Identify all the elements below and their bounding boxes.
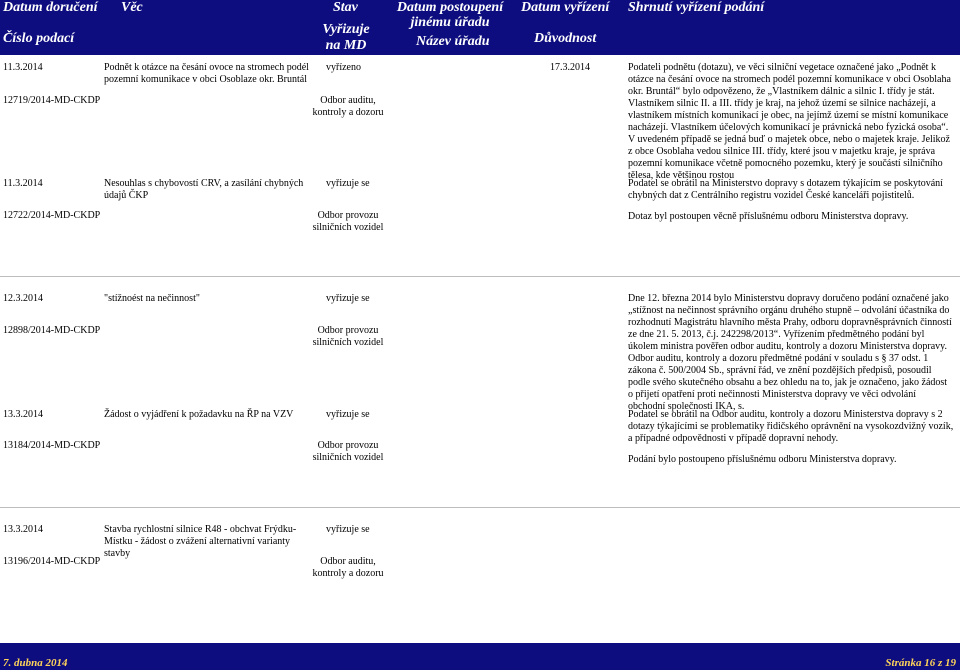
summary-paragraph: Podatel se obrátil na Odbor auditu, kontroly a dozoru Ministerstva dopravy s 2 dotazy týkajícími se problematiky řidičského oprávnění na vysokozdvižný vozík, a případné odpovědnosti v případě dopravní nehody.	[628, 409, 954, 444]
page-footer	[0, 643, 960, 670]
record-date: 12.3.2014	[3, 293, 43, 304]
record-status: vyřizuje se	[326, 524, 370, 535]
section-divider	[0, 276, 960, 277]
record-number: 12722/2014-MD-CKDP	[3, 210, 101, 221]
header-shrnuti: Shrnutí vyřízení podání	[628, 0, 765, 15]
record-summary	[628, 178, 954, 223]
record-subject: Žádost o vyjádření k požadavku na ŘP na VZV	[104, 409, 294, 420]
record-subject: Podnět k otázce na česání ovoce na stromech podél pozemní komunikace v obci Osoblaze okr. Bruntál	[104, 62, 309, 85]
summary-paragraph: Podatel se obrátil na Ministerstvo dopravy s dotazem týkajícím se poskytování chybných dat z Centrálního registru vozidel České kanceláři pojistitelů.	[628, 178, 943, 201]
record-resolved-date: 17.3.2014	[550, 62, 590, 73]
header-jinemu-uradu: jinému úřadu	[410, 15, 490, 30]
record-date: 11.3.2014	[3, 178, 43, 189]
record-status: vyřizuje se	[326, 409, 370, 420]
header-datum-doruceni: Datum doručení	[3, 0, 98, 15]
header-stav: Stav	[333, 0, 358, 15]
header-duvodnost: Důvodnost	[534, 31, 597, 46]
header-datum-vyrizeni: Datum vyřízení	[521, 0, 610, 15]
record-subject: Stavba rychlostní silnice R48 - obchvat Frýdku-Místku - žádost o zvážení alternativní varianty stavby	[104, 524, 297, 559]
header-nazev-uradu: Název úřadu	[416, 34, 490, 49]
record-number: 13196/2014-MD-CKDP	[3, 556, 101, 567]
header-na-md: na MD	[325, 38, 367, 53]
record-office: Odbor provozu silničních vozidel	[312, 325, 384, 348]
summary-paragraph: Dne 12. března 2014 bylo Ministerstvu dopravy doručeno podání označené jako „stížnost na nečinnost správního orgánu druhého stupně – odvolání účastníka do rozhodnutí Magistrátu hlavního města Prahy, odboru dopravněsprávních činností ze dne 21. 5. 2013, č.j. 242298/2013“. Vyřízením předmětného podání byl úkolem ministra pověřen odbor auditu, kontroly a dozoru Ministerstva dopravy. Odbor auditu, kontroly a dozoru předmětné podání v souladu s § 37 odst. 1 zákona č. 500/2004 Sb., správní řád, ve znění pozdějších předpisů, posoudil podle svého skutečného obsahu a bez ohledu na to, jak je označeno, jako žádost o přijetí opatření proti nečinnosti Ministerstva dopravy ve věci odvolání obchodní společnosti IKA, s.	[628, 293, 952, 412]
record-office: Odbor auditu, kontroly a dozoru	[312, 95, 384, 118]
record-summary	[628, 62, 954, 182]
record-summary	[628, 293, 954, 413]
section-divider	[0, 507, 960, 508]
record-status: vyřizuje se	[326, 178, 370, 189]
header-cislo-podaci: Číslo podací	[3, 31, 75, 46]
summary-paragraph: Podateli podnětu (dotazu), ve věci silniční vegetace označené jako „Podnět k otázce na česání ovoce na stromech podél pozemní komunikace v obci Osoblaha okr. Bruntál“ bylo odpovězeno, že „Vlastníkem dálnic a silnic I. třídy je stát. Vlastníkem silnic II. a III. třídy je kraj, na jehož území se silnice nacházejí, a vlastníkem místních komunikací je obec, na jejímž území se místní komunikace nacházejí. Vlastníkem účelových komunikací je právnická nebo fyzická osoba“. V uvedeném případě se jedná buď o majetek obce, nebo o majetek kraje. Jelikož z obce Osoblaha vedou silnice III. třídy, které jsou v majetku kraje, je správa pozemní komunikace včetně pomocného pozemku, který je součástí silničního tělesa, kde většinou rostou	[628, 62, 951, 181]
header-datum-postoupeni: Datum postoupení	[396, 0, 504, 15]
record-number: 12719/2014-MD-CKDP	[3, 95, 101, 106]
record-date: 13.3.2014	[3, 524, 43, 535]
footer-page-number: Stránka 16 z 19	[885, 657, 956, 669]
record-office: Odbor provozu silničních vozidel	[312, 210, 384, 233]
header-vyrizuje: Vyřizuje	[322, 22, 370, 37]
record-status: vyřízeno	[326, 62, 361, 73]
record-subject: "stížnoést na nečinnost"	[104, 293, 200, 304]
table-header	[0, 0, 960, 55]
summary-paragraph: Dotaz byl postoupen věcně příslušnému odboru Ministerstva dopravy.	[628, 211, 909, 222]
record-office: Odbor auditu, kontroly a dozoru	[312, 556, 384, 579]
summary-paragraph: Podání bylo postoupeno příslušnému odboru Ministerstva dopravy.	[628, 454, 897, 465]
header-vec: Věc	[121, 0, 143, 15]
record-office: Odbor provozu silničních vozidel	[312, 440, 384, 463]
record-date: 11.3.2014	[3, 62, 43, 73]
record-summary	[628, 409, 954, 466]
footer-date: 7. dubna 2014	[3, 657, 68, 669]
record-date: 13.3.2014	[3, 409, 43, 420]
record-status: vyřizuje se	[326, 293, 370, 304]
record-subject: Nesouhlas s chybovostí CRV, a zasílání chybných údajů ČKP	[104, 178, 304, 201]
record-number: 13184/2014-MD-CKDP	[3, 440, 101, 451]
record-number: 12898/2014-MD-CKDP	[3, 325, 101, 336]
